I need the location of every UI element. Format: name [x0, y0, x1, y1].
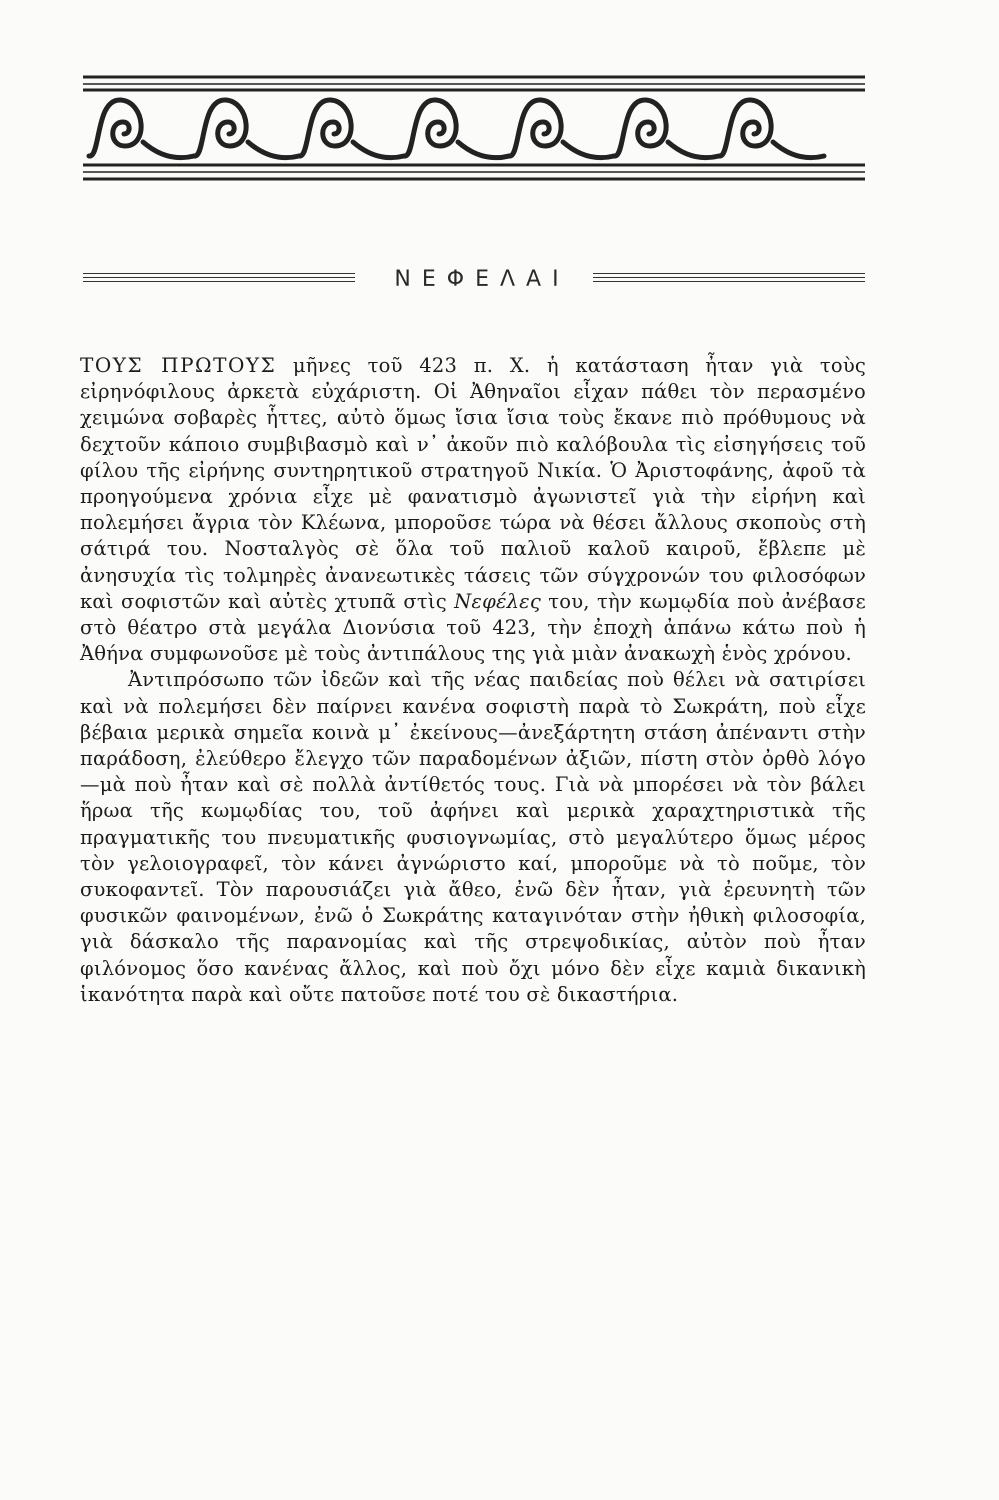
lead-caps: ΤΟΥΣ ΠΡΩΤΟΥΣ [80, 353, 277, 377]
wave-spiral [509, 100, 614, 158]
title-rule-right [593, 272, 865, 284]
wave-spiral [299, 100, 404, 158]
page-title: ΝΕΦΕΛΑΙ [394, 267, 570, 292]
body-text [80, 352, 866, 1008]
wave-spiral [614, 100, 719, 158]
wave-spiral [89, 100, 194, 158]
ornament-band [83, 72, 865, 192]
wave-spiral [404, 100, 509, 158]
paragraph-2: Ἀντιπρόσωπο τῶν ἰδεῶν καὶ τῆς νέας παιδείας ποὺ θέλει νὰ σατιρίσει καὶ νὰ πολεμήσει δὲν παίρνει κανένα σοφιστὴ παρὰ τὸ Σωκράτη, ποὺ εἶχε βέβαια μερικὰ σημεῖα κοινὰ μ᾽ ἐκείνους—ἀνεξάρτητη στάση ἀπέναντι στὴν παράδοση, ἐλεύθερο ἔλεγχο τῶν παραδομένων ἀξιῶν, πίστη στὸν ὀρθὸ λόγο—μὰ ποὺ ἦταν καὶ σὲ πολλὰ ἀντίθετός τους. Γιὰ νὰ μπορέσει νὰ τὸν βάλει ἥρωα τῆς κωμῳδίας του, τοῦ ἀφήνει καὶ μερικὰ χαραχτηριστικὰ τῆς πραγματικῆς του πνευματικῆς φυσιογνωμίας, στὸ μεγαλύτερο ὅμως μέρος τὸν γελοιογραφεῖ, τὸν κάνει ἀγνώριστο καί, μποροῦμε νὰ τὸ ποῦμε, τὸν συκοφαντεῖ. Τὸν παρουσιάζει γιὰ ἄθεο, ἐνῶ δὲν ἦταν, γιὰ ἐρευνητὴ τῶν φυσικῶν φαινομένων, ἐνῶ ὁ Σωκράτης καταγινόταν στὴν ἠθικὴ φιλοσοφία, γιὰ δάσκαλο τῆς παρανομίας καὶ τῆς στρεψοδικίας, αὐτὸν ποὺ ἦταν φιλόνομος ὅσο κανένας ἄλλος, καὶ ποὺ ὄχι μόνο δὲν εἶχε καμιὰ δικανικὴ ἱκανότητα παρὰ καὶ οὔτε πατοῦσε ποτέ του σὲ δικαστήρια. [80, 668, 866, 1006]
wave-spiral [719, 100, 824, 158]
paragraph-1-part-1: μῆνες τοῦ 423 π. Χ. ἡ κατάσταση ἦταν γιὰ τοὺς εἰρηνόφιλους ἀρκετὰ εὐχάριστη. Οἱ Ἀθηναῖοι εἶχαν πάθει τὸν περασμένο χειμώνα σοβαρὲς ἧττες, αὐτὸ ὅμως ἴσια ἴσια τοὺς ἔκανε πιὸ πρόθυμους νὰ δεχτοῦν κάποιο συμβιβασμὸ καὶ ν᾽ ἀκοῦν πιὸ καλόβουλα τὶς εἰσηγήσεις τοῦ φίλου τῆς εἰρήνης συντηρητικοῦ στρατηγοῦ Νικία. Ὁ Ἀριστοφάνης, ἀφοῦ τὰ προηγούμενα χρόνια εἶχε μὲ φανατισμὸ ἀγωνιστεῖ γιὰ τὴν εἰρήνη καὶ πολεμήσει ἄγρια τὸν Κλέωνα, μποροῦσε τώρα νὰ θέσει ἄλλους σκοποὺς στὴ σάτιρά του. Νοσταλγὸς σὲ ὅλα τοῦ παλιοῦ καλοῦ καιροῦ, ἔβλεπε μὲ ἀνησυχία τὶς τολμηρὲς ἀνανεωτικὲς τάσεις τῶν σύγχρονών του φιλοσόφων καὶ σοφιστῶν καὶ αὐτὲς χτυπᾶ στὶς [80, 354, 866, 613]
work-title: Νεφέλες [454, 589, 541, 613]
paragraph-1 [80, 352, 866, 667]
title-rule-left [83, 272, 355, 284]
title-row [83, 262, 865, 302]
paragraph-1-part-2: του, τὴν κωμῳδία ποὺ ἀνέβασε στὸ θέατρο στὰ μεγάλα Διονύσια τοῦ 423, τὴν ἐποχὴ ἀπάνω κάτω ποὺ ἡ Ἀθήνα συμφωνοῦσε μὲ τοὺς ἀντιπάλους της γιὰ μιὰν ἀνακωχὴ ἑνὸς χρόνου. [80, 589, 866, 666]
wave-spiral [194, 100, 299, 158]
